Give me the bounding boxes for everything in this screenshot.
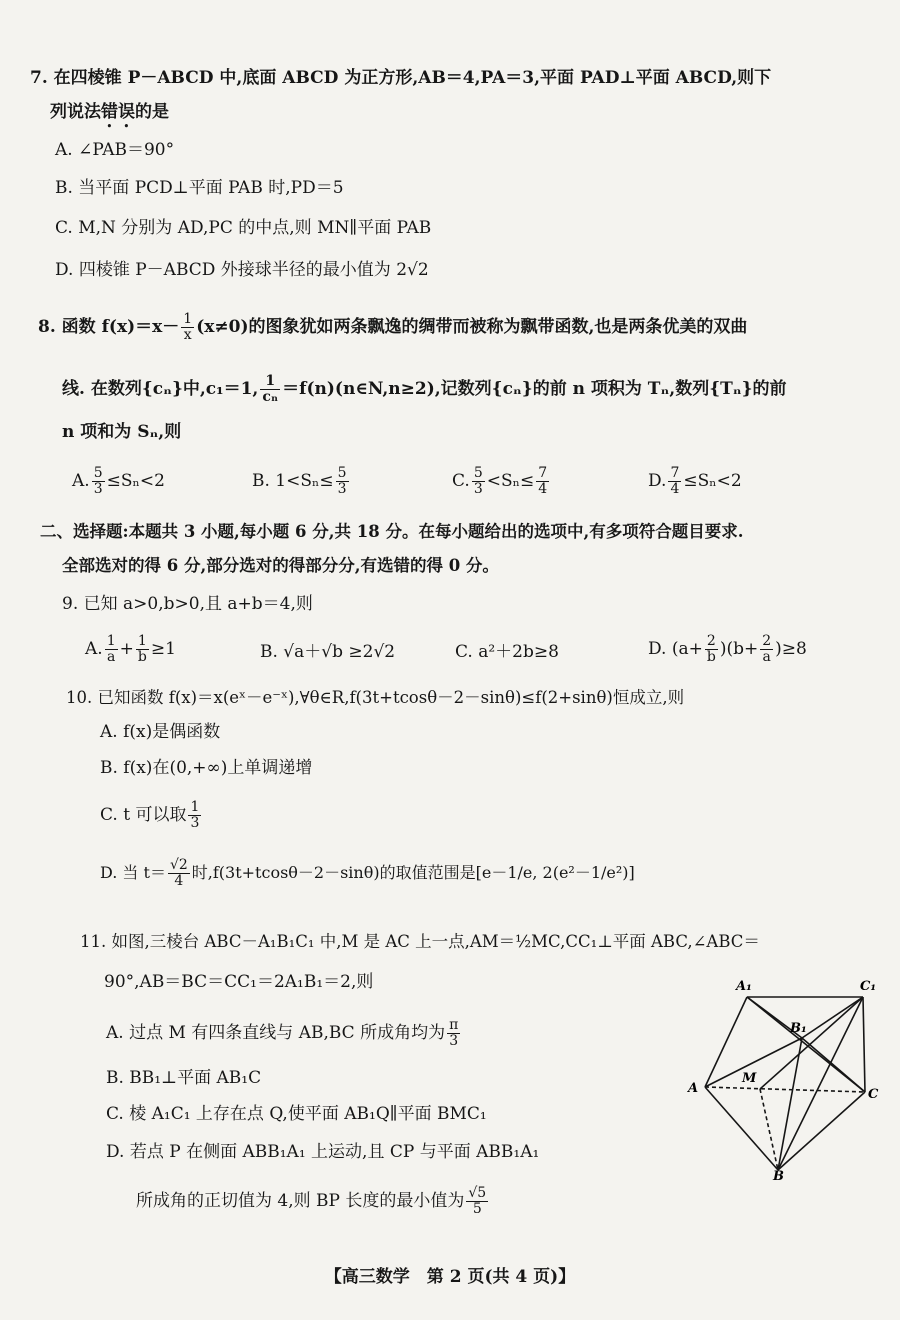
q9-option-a: A. $\frac{1}{a}$ + $\frac{1}{b}$ ≥1 (85, 633, 176, 665)
q8-fraction-1-over-cn: $\frac{1}{\text{cₙ}}$ (262, 373, 279, 405)
label-A1: A₁ (736, 979, 752, 994)
line-MC1 (760, 997, 863, 1089)
q9-option-b: B. √a＋√b ≥2√2 (260, 642, 396, 662)
q7-stem-line2 (50, 100, 169, 132)
q11-option-c: C. 棱 A₁C₁ 上存在点 Q,使平面 AB₁Q∥平面 BMC₁ (106, 1104, 487, 1124)
q8-stem-line1 (38, 312, 747, 343)
q11-option-b: B. BB₁⊥平面 AB₁C (106, 1068, 262, 1088)
q10-option-d-range: [e－1/e, 2(e²－1/e²)] (475, 863, 635, 882)
q11-option-d-line2: 所成角的正切值为 4,则 BP 长度的最小值为 $\frac{√5}{5}$ (136, 1185, 487, 1217)
frustum-figure (680, 970, 880, 1180)
edge-BC (778, 1092, 865, 1170)
label-C: C (868, 1087, 879, 1102)
q8-option-c: C. $\frac{5}{3}$ <Sₙ≤ $\frac{7}{4}$ (452, 465, 548, 497)
edge-B1C1 (802, 997, 863, 1038)
q8-fraction-1-over-x: $\frac{1}{x}$ (183, 311, 193, 343)
section2-title-line2: 全部选对的得 6 分,部分选对的得部分分,有选错的得 0 分。 (62, 556, 499, 575)
q8-option-b: B. 1<Sₙ≤ $\frac{5}{3}$ (252, 465, 347, 497)
q8-stem-a: 8. 函数 f(x)＝x－ (38, 317, 180, 337)
label-B: B (773, 1169, 784, 1180)
q10-option-d: D. 当 t＝ $\frac{√2}{4}$ 时,f(3t+tcosθ－2－sinθ)的取值范围是[e－1/e, 2(e²－1/e²)] (100, 857, 635, 889)
label-C1: C₁ (860, 979, 877, 994)
q9-option-d: D. (a+ $\frac{2}{b}$ )(b+ $\frac{2}{a}$ )≥8 (648, 633, 807, 665)
q11-stem-line2: 90°,AB＝BC＝CC₁＝2A₁B₁＝2,则 (104, 972, 374, 992)
q9-stem: 9. 已知 a>0,b>0,且 a+b＝4,则 (62, 594, 313, 614)
q8-option-a: A. $\frac{5}{3}$ ≤Sₙ<2 (72, 465, 165, 497)
edge-AC (705, 1087, 865, 1092)
q11-option-a: A. 过点 M 有四条直线与 AB,BC 所成角均为 $\frac{\pi}{3}$ (106, 1017, 459, 1049)
q7-stem-suffix: 的是 (135, 102, 169, 122)
edge-BB1 (778, 1038, 802, 1170)
q7-option-a: A. ∠PAB＝90° (55, 140, 175, 160)
q11-stem-line1: 11. 如图,三棱台 ABC－A₁B₁C₁ 中,M 是 AC 上一点,AM＝½MC,CC₁⊥平面 ABC,∠ABC＝ (80, 932, 760, 951)
section2-title-line1: 二、选择题:本题共 3 小题,每小题 6 分,共 18 分。在每小题给出的选项中,有多项符合题目要求. (40, 522, 744, 541)
q10-option-b: B. f(x)在(0,+∞)上单调递增 (100, 758, 313, 778)
label-M: M (742, 1071, 757, 1086)
q10-option-c: C. t 可以取 $\frac{1}{3}$ (100, 799, 200, 831)
q7-stem-line1: 7. 在四棱锥 P－ABCD 中,底面 ABCD 为正方形,AB＝4,PA＝3,平面 PAD⊥平面 ABCD,则下 (30, 68, 772, 88)
edge-AA1 (705, 997, 747, 1087)
q9-option-c: C. a²＋2b≥8 (455, 642, 559, 662)
page-footer: 【高三数学 第 2 页(共 4 页)】 (324, 1267, 576, 1287)
q8-stem-line3: n 项和为 Sₙ,则 (62, 422, 182, 442)
line-MB (760, 1089, 778, 1170)
edge-CC1 (863, 997, 865, 1092)
q10-option-a: A. f(x)是偶函数 (100, 722, 221, 742)
q8-option-d: D. $\frac{7}{4}$ ≤Sₙ<2 (648, 465, 742, 497)
q7-option-d: D. 四棱锥 P－ABCD 外接球半径的最小值为 2√2 (55, 260, 429, 280)
label-A: A (688, 1081, 699, 1096)
q7-stem-emphasis: 错误 (101, 102, 135, 122)
edge-AB (705, 1087, 778, 1170)
q8-stem-line2: 线. 在数列{cₙ}中,c₁＝1, $\frac{1}{\text{cₙ}}$ ＝f(n)(n∈N,n≥2),记数列{cₙ}的前 n 项积为 Tₙ,数列{Tₙ}的前 (62, 373, 787, 405)
q8-stem-b: (x≠0)的图象犹如两条飘逸的绸带而被称为飘带函数,也是两条优美的双曲 (196, 317, 748, 337)
q11-option-d-line1: D. 若点 P 在侧面 ABB₁A₁ 上运动,且 CP 与平面 ABB₁A₁ (106, 1142, 540, 1162)
q10-stem: 10. 已知函数 f(x)＝x(eˣ－e⁻ˣ),∀θ∈R,f(3t+tcosθ－2－sinθ)≤f(2+sinθ)恒成立,则 (66, 688, 685, 707)
q7-stem-prefix: 列说法 (50, 102, 101, 122)
q7-option-c: C. M,N 分别为 AD,PC 的中点,则 MN∥平面 PAB (55, 218, 432, 238)
q7-option-b: B. 当平面 PCD⊥平面 PAB 时,PD＝5 (55, 178, 344, 198)
label-B1: B₁ (790, 1021, 807, 1036)
